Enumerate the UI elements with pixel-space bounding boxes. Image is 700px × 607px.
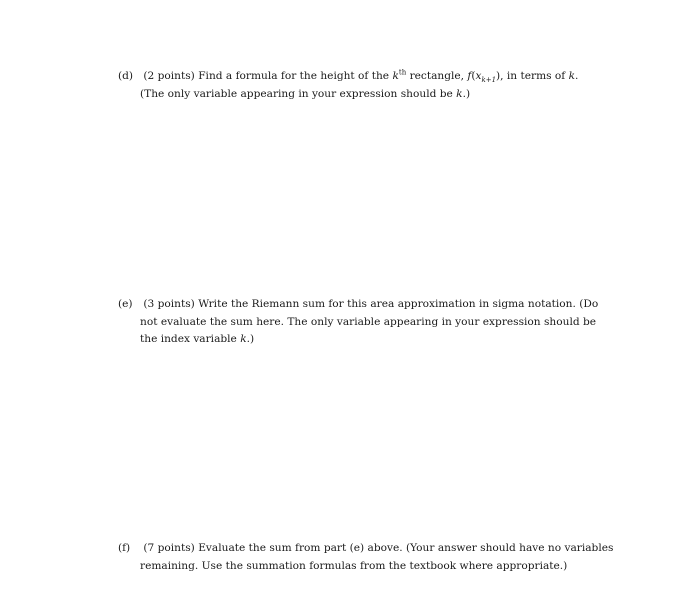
th-superscript: th (398, 68, 407, 77)
part-d-text-c: , in terms of (500, 70, 569, 82)
f-function: f (467, 70, 472, 82)
k-variable-3: k (456, 87, 463, 100)
part-e-line-3 (118, 331, 628, 349)
part-e-label: (e) (118, 298, 133, 310)
part-d-text-a: Find a formula for the height of the (198, 70, 393, 82)
part-d-text-2b: .) (462, 87, 471, 100)
part-e-text-3b: .) (246, 333, 255, 345)
part-f-line-1 (118, 540, 628, 558)
part-d-text-b: rectangle, (406, 70, 468, 82)
part-d-label: (d) (118, 70, 134, 82)
part-d-period: . (575, 70, 579, 82)
part-f-points: (7 points) (143, 542, 195, 554)
x-variable: x (475, 70, 482, 82)
k-variable: k (392, 70, 399, 82)
k-variable-2: k (568, 70, 576, 82)
part-d-line-2 (118, 86, 628, 104)
part-f-label: (f) (118, 542, 131, 554)
part-e-line-2: not evaluate the sum here. The only variable appearing in your expression should be (140, 315, 597, 328)
part-d-text-2a: (The only variable appearing in your expression should be (140, 87, 457, 100)
problem-part-d (118, 68, 628, 103)
k-variable-4: k (240, 333, 247, 345)
part-e-text-1: Write the Riemann sum for this area approximation in sigma notation. (Do (198, 298, 599, 310)
subscript-k-plus-1: k+1 (481, 76, 497, 85)
part-e-line-1 (118, 296, 628, 314)
part-f-text-1: Evaluate the sum from part (e) above. (Your answer should have no variables (198, 542, 614, 554)
problem-part-e (118, 296, 628, 349)
part-d-line-1: (d) (2 points) Find a formula for the height of the $k^{th}$ rectangle, $f(x_{k+1})$, in terms of k. (118, 68, 579, 85)
part-e-text-3a: the index variable (140, 333, 241, 345)
part-d-points: (2 points) (143, 70, 195, 82)
part-f-line-2: remaining. Use the summation formulas from the textbook where appropriate.) (140, 559, 568, 572)
problem-part-f (118, 540, 628, 575)
part-e-points: (3 points) (143, 298, 195, 310)
